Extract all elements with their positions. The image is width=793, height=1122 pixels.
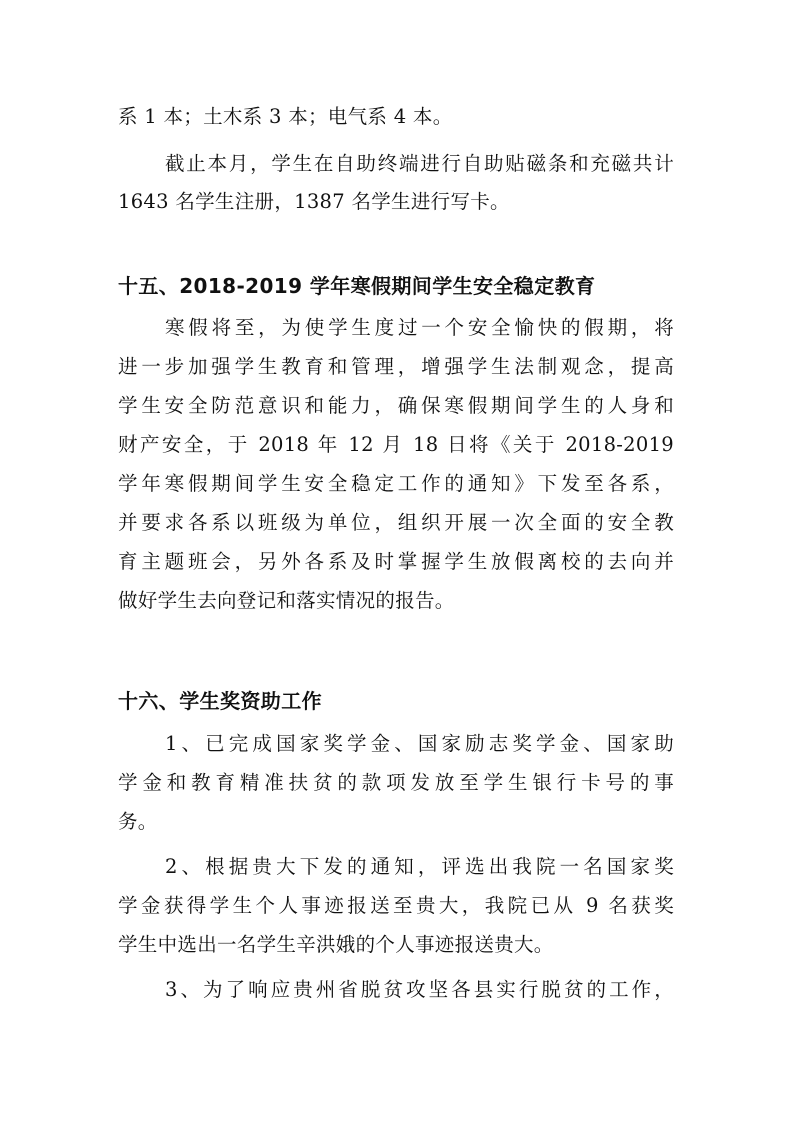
text-line: 寒假将至，为使学生度过一个安全愉快的假期，将 [165, 316, 674, 339]
text-line: 做好学生去向登记和落实情况的报告。 [118, 589, 455, 612]
text-line: 1、已完成国家奖学金、国家励志奖学金、国家助 [165, 732, 674, 755]
section-heading: 十六、学生奖资助工作 [118, 689, 322, 713]
text-line: 1643 名学生注册，1387 名学生进行写卡。 [118, 190, 510, 213]
text-line: 学生安全防范意识和能力，确保寒假期间学生的人身和 [118, 394, 674, 417]
text-line: 务。 [118, 810, 158, 833]
text-line: 截止本月，学生在自助终端进行自助贴磁条和充磁共计 [165, 152, 674, 175]
text-line: 财产安全，于 2018 年 12 月 18 日将《关于 2018-2019 [118, 433, 674, 456]
text-line: 学金和教育精准扶贫的款项发放至学生银行卡号的事 [118, 771, 674, 794]
text-line: 学生中选出一名学生辛洪娥的个人事迹报送贵大。 [118, 933, 554, 956]
text-line: 进一步加强学生教育和管理，增强学生法制观念，提高 [118, 355, 674, 378]
text-line: 3、为了响应贵州省脱贫攻坚各县实行脱贫的工作， [165, 978, 674, 1001]
text-line: 系 1 本；土木系 3 本；电气系 4 本。 [118, 105, 453, 128]
section-heading: 十五、2018-2019 学年寒假期间学生安全稳定教育 [118, 274, 596, 298]
text-line: 育主题班会，另外各系及时掌握学生放假离校的去向并 [118, 550, 674, 573]
text-line: 并要求各系以班级为单位，组织开展一次全面的安全教 [118, 511, 674, 534]
text-line: 学金获得学生个人事迹报送至贵大，我院已从 9 名获奖 [118, 894, 674, 917]
text-line: 学年寒假期间学生安全稳定工作的通知》下发至各系， [118, 472, 674, 495]
text-line: 2、根据贵大下发的通知，评选出我院一名国家奖 [165, 855, 674, 878]
